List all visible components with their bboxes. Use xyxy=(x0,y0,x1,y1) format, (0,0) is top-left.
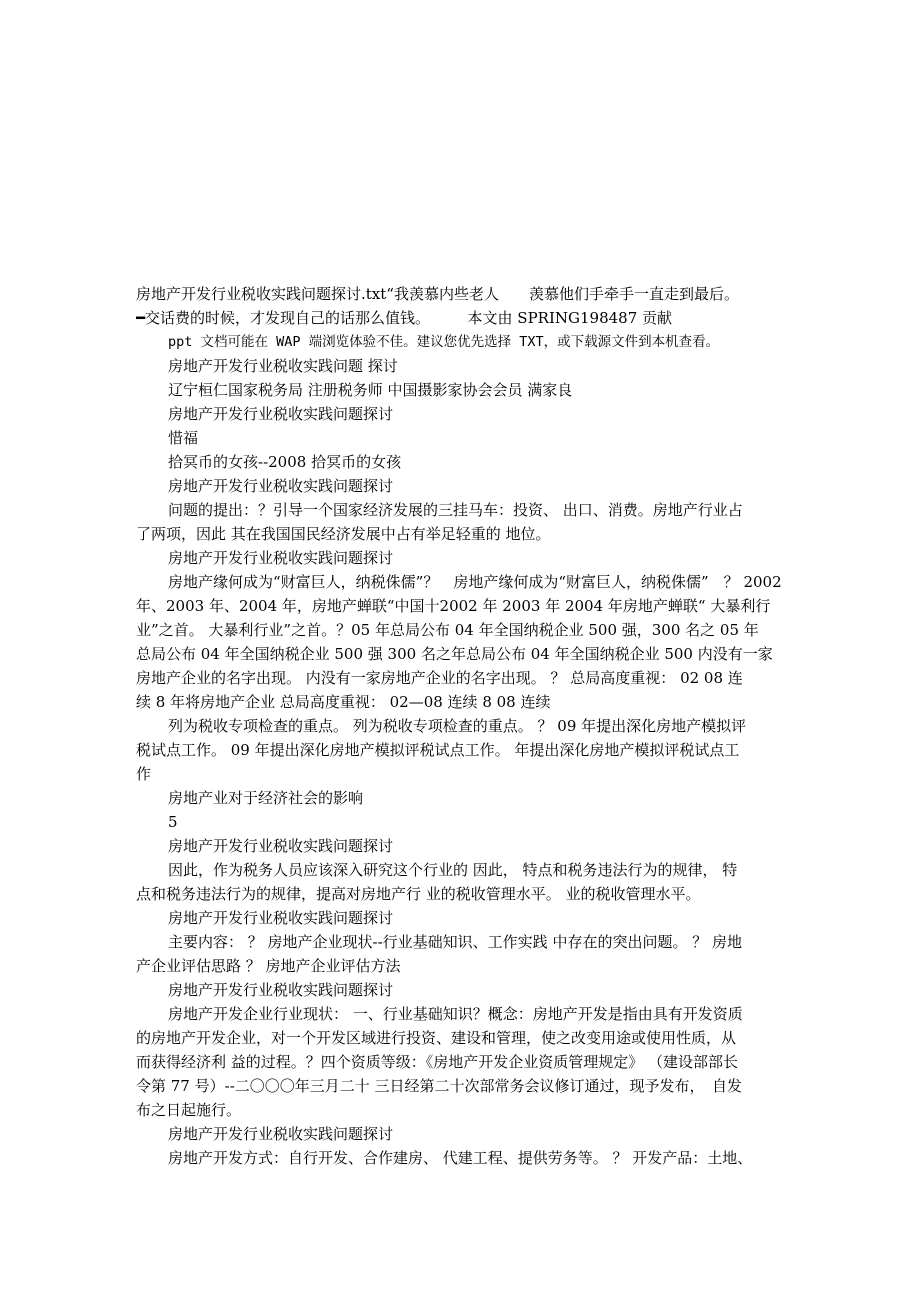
slide-title: 房地产开发行业税收实践问题探讨 xyxy=(168,837,394,855)
slide-title: 房地产开发行业税收实践问题探讨 xyxy=(168,981,394,999)
paragraph-line: 而获得经济利 益的过程。？四个资质等级：《房地产开发企业资质管理规定》 （建设部部长 xyxy=(136,1053,739,1071)
paragraph-line: 房地产开发方式：自行开发、合作建房、 代建工程、提供劳务等。 ？ 开发产品：土地、 xyxy=(168,1149,753,1167)
paragraph-line: 房地产缘何成为“财富巨人，纳税侏儒”？ 房地产缘何成为“财富巨人，纳税侏儒” ？ 2002 xyxy=(168,573,782,591)
paragraph-line: 主要内容： ？ 房地产企业现状--行业基础知识、工作实践 中存在的突出问题。 ？ 房地 xyxy=(168,933,742,951)
paragraph-line: 布之日起施行。 xyxy=(136,1101,242,1119)
text-line: 惜福 xyxy=(168,429,199,447)
paragraph-line: 总局公布 04 年全国纳税企业 500 强 300 名之年总局公布 04 年全国纳税企业 500 内没有一家 xyxy=(136,645,773,663)
header-line-1: 房地产开发行业税收实践问题探讨.txt“我羡慕内些老人 羡慕他们手牵手一直走到最后。 xyxy=(136,285,739,303)
paragraph-line: 作 xyxy=(136,765,152,783)
header-line-3: ppt 文档可能在 WAP 端浏览体验不佳。建议您优先选择 TXT，或下载源文件到本机查看。 xyxy=(168,334,720,350)
paragraph-line: 房地产企业的名字出现。 内没有一家房地产企业的名字出现。 ？ 总局高度重视： 02 08 连 xyxy=(136,669,743,687)
header-line-2: ━交话费的时候，才发现自己的话那么值钱。 本文由 SPRING198487 贡献 xyxy=(136,309,673,327)
text-line: 拾冥币的女孩--2008 拾冥币的女孩 xyxy=(168,453,402,471)
paragraph-line: 业”之首。 大暴利行业”之首。？05 年总局公布 04 年全国纳税企业 500 强，300 名之 05 年 xyxy=(136,621,759,639)
slide-title: 房地产开发行业税收实践问题探讨 xyxy=(168,405,394,423)
author-line: 辽宁桓仁国家税务局 注册税务师 中国摄影家协会会员 满家良 xyxy=(168,381,573,399)
page-number: 5 xyxy=(168,813,178,831)
paragraph-line: 年、2003 年、2004 年，房地产蝉联“中国十2002 年 2003 年 2004 年房地产蝉联“ 大暴利行 xyxy=(136,597,771,615)
paragraph-line: 的房地产开发企业，对一个开发区域进行投资、建设和管理，使之改变用途或使用性质，从 xyxy=(136,1029,737,1047)
slide-title: 房地产开发行业税收实践问题探讨 xyxy=(168,909,394,927)
paragraph-line: 税试点工作。 09 年提出深化房地产模拟评税试点工作。 年提出深化房地产模拟评税试点工 xyxy=(136,741,740,759)
paragraph-line: 令第 77 号）--二〇〇〇年三月二十 三日经第二十次部常务会议修订通过，现予发布， 自发 xyxy=(136,1077,743,1095)
paragraph-line: 产企业评估思路 ？ 房地产企业评估方法 xyxy=(136,957,401,975)
document-body xyxy=(136,282,796,1170)
slide-title: 房地产开发行业税收实践问题探讨 xyxy=(168,1125,394,1143)
paragraph-line: 了两项，因此 其在我国国民经济发展中占有举足轻重的 地位。 xyxy=(136,525,551,543)
paragraph-line: 列为税收专项检查的重点。 列为税收专项检查的重点。 ？ 09 年提出深化房地产模拟评 xyxy=(168,717,747,735)
paragraph-line: 点和税务违法行为的规律，提高对房地产行 业的税收管理水平。 业的税收管理水平。 xyxy=(136,885,701,903)
paragraph-line: 房地产开发企业行业现状： 一、行业基础知识？概念：房地产开发是指由具有开发资质 xyxy=(168,1005,743,1023)
slide-title: 房地产开发行业税收实践问题 探讨 xyxy=(168,357,398,375)
slide-title: 房地产业对于经济社会的影响 xyxy=(168,789,364,807)
paragraph-line: 问题的提出：？引导一个国家经济发展的三挂马车：投资、 出口、消费。房地产行业占 xyxy=(168,501,743,519)
slide-title: 房地产开发行业税收实践问题探讨 xyxy=(168,477,394,495)
slide-title: 房地产开发行业税收实践问题探讨 xyxy=(168,549,394,567)
paragraph-line: 续 8 年将房地产企业 总局高度重视： 02—08 连续 8 08 连续 xyxy=(136,693,551,711)
paragraph-line: 因此，作为税务人员应该深入研究这个行业的 因此， 特点和税务违法行为的规律， 特 xyxy=(168,861,738,879)
